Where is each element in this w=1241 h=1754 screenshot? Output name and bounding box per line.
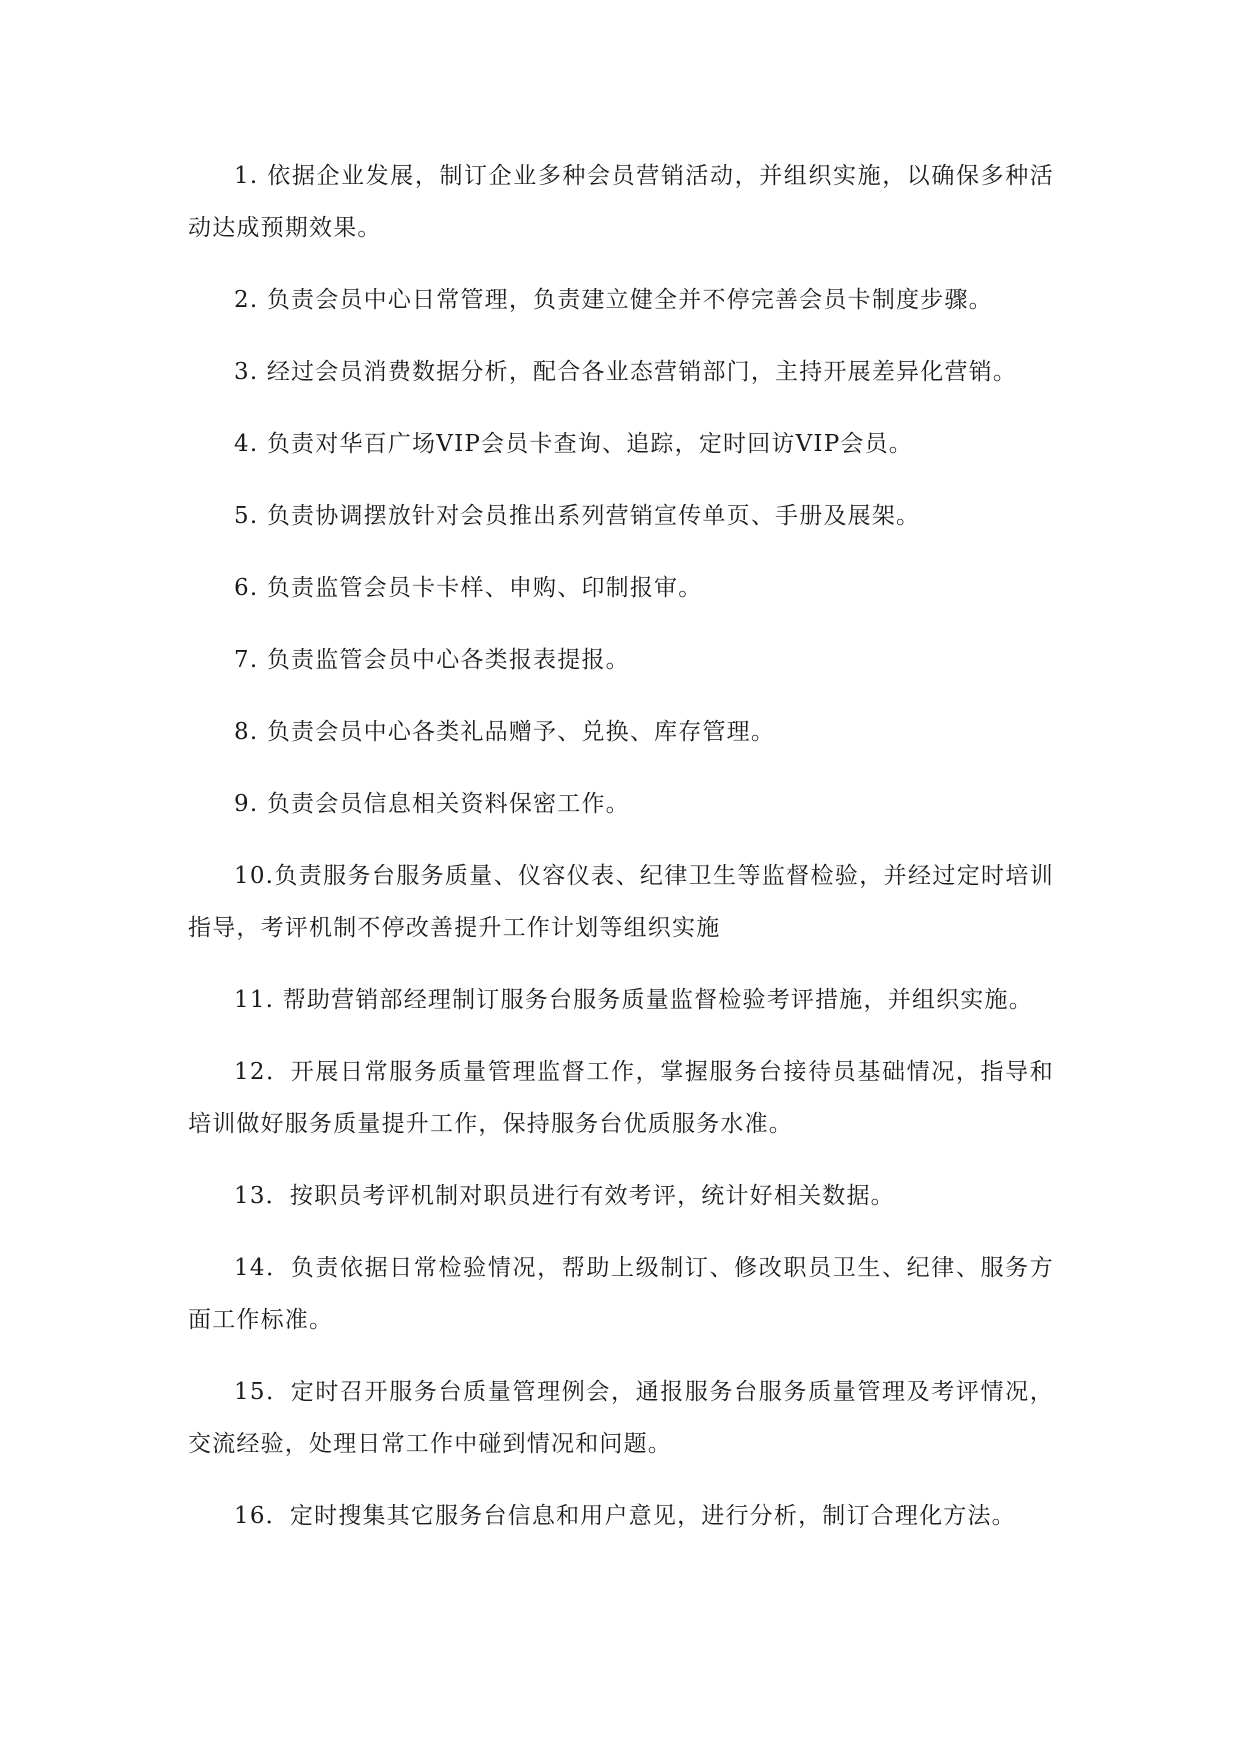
duty-item-16: 16．定时搜集其它服务台信息和用户意见，进行分析，制订合理化方法。 [234,1503,1016,1529]
duty-item-2: 2. 负责会员中心日常管理，负责建立健全并不停完善会员卡制度步骤。 [234,287,993,313]
duty-item-3: 3. 经过会员消费数据分析，配合各业态营销部门，主持开展差异化营销。 [234,359,1018,385]
duty-item-11: 11. 帮助营销部经理制订服务台服务质量监督检验考评措施，并组织实施。 [234,987,1033,1013]
duty-item-9: 9. 负责会员信息相关资料保密工作。 [234,791,630,817]
duty-item-7: 7. 负责监管会员中心各类报表提报。 [234,647,630,673]
duty-item-4: 4. 负责对华百广场VIP会员卡查询、追踪，定时回访VIP会员。 [234,431,913,457]
duty-item-8: 8. 负责会员中心各类礼品赠予、兑换、库存管理。 [234,719,776,745]
duty-item-10: 10.负责服务台服务质量、仪容仪表、纪律卫生等监督检验，并经过定时培训指导，考评机制不停改善提升工作计划等组织实施 [188,863,1054,941]
duty-item-14: 14．负责依据日常检验情况，帮助上级制订、修改职员卫生、纪律、服务方面工作标准。 [188,1255,1054,1333]
duty-item-13: 13．按职员考评机制对职员进行有效考评，统计好相关数据。 [234,1183,895,1209]
duty-list [188,150,1054,1542]
duty-item-12: 12．开展日常服务质量管理监督工作，掌握服务台接待员基础情况，指导和培训做好服务质量提升工作，保持服务台优质服务水准。 [188,1059,1054,1137]
duty-item-5: 5. 负责协调摆放针对会员推出系列营销宣传单页、手册及展架。 [234,503,921,529]
duty-item-15: 15．定时召开服务台质量管理例会，通报服务台服务质量管理及考评情况，交流经验，处理日常工作中碰到情况和问题。 [188,1379,1054,1457]
duty-item-1: 1. 依据企业发展，制订企业多种会员营销活动，并组织实施，以确保多种活动达成预期效果。 [188,163,1054,241]
duty-item-6: 6. 负责监管会员卡卡样、申购、印制报审。 [234,575,703,601]
